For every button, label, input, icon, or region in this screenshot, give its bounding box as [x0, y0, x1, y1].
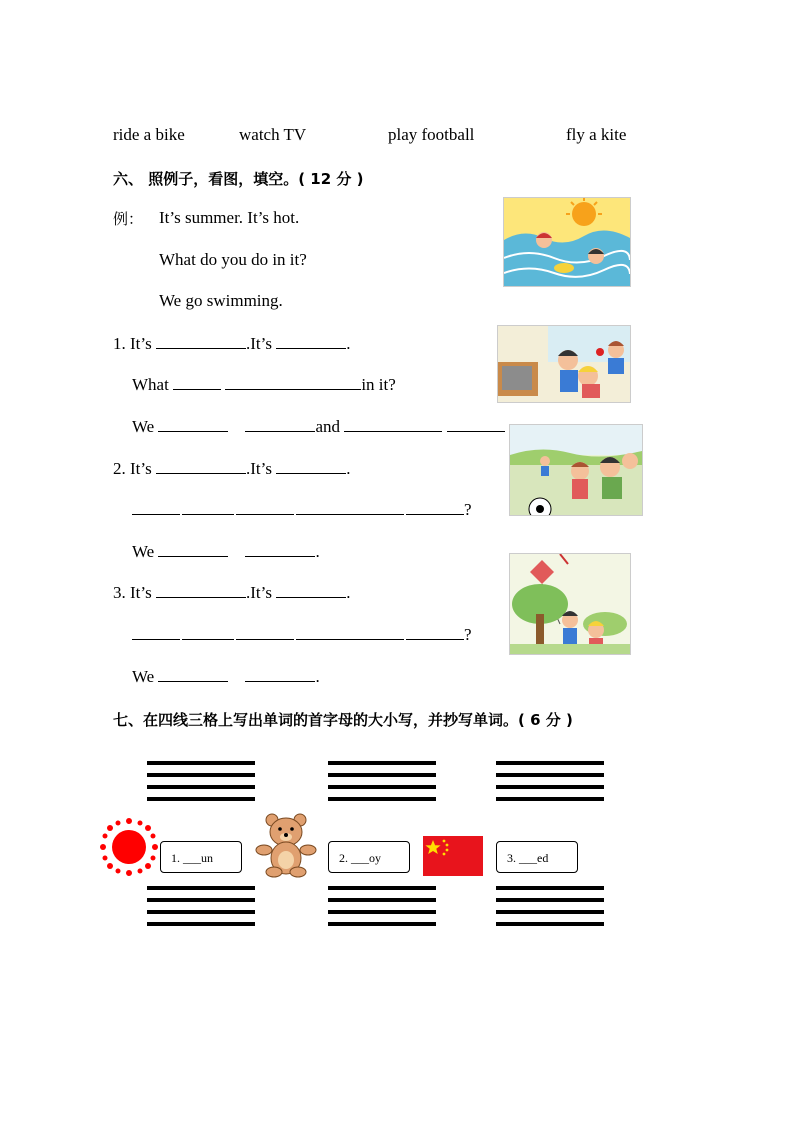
question-3-line-3 — [132, 667, 320, 687]
q1-what: What — [132, 375, 169, 394]
q3-period: . — [346, 583, 351, 602]
example-line-3: We go swimming. — [159, 291, 283, 310]
q1-its: 1. It’s — [113, 334, 152, 353]
writing-lines-1-top[interactable] — [147, 761, 255, 809]
q3-blank-1[interactable] — [132, 625, 180, 640]
q3-question-mark: ? — [464, 625, 472, 644]
q1-blank-weather[interactable] — [276, 334, 346, 349]
question-2-line-2 — [132, 500, 472, 520]
word-box-boy[interactable]: 2. ___oy — [328, 841, 410, 873]
q2-blank-3[interactable] — [236, 500, 294, 515]
question-1-line-3 — [132, 417, 505, 437]
activity-ride-a-bike: ride a bike — [113, 125, 185, 144]
question-1-line-2 — [132, 375, 396, 395]
q2-period-2: . — [315, 542, 320, 561]
example-line-2: What do you do in it? — [159, 250, 307, 269]
question-1-line-1 — [113, 334, 350, 354]
q2-period: . — [346, 459, 351, 478]
q3-blank-2[interactable] — [182, 625, 234, 640]
question-3-line-2 — [132, 625, 472, 645]
summer-swimming-picture — [503, 197, 631, 287]
section6-heading: 六、 照例子，看图，填空。( 12 分 ) — [113, 170, 364, 188]
q3-we: We — [132, 667, 155, 686]
q2-blank-verb-2[interactable] — [245, 542, 315, 557]
q2-its: 2. It’s — [113, 459, 152, 478]
writing-lines-3-bottom[interactable] — [496, 886, 604, 934]
q1-and: and — [315, 417, 341, 436]
q2-blank-4[interactable] — [296, 500, 404, 515]
question-2-line-1 — [113, 459, 350, 479]
football-picture — [509, 424, 643, 516]
question-3-line-1 — [113, 583, 350, 603]
q3-its-2: .It’s — [245, 583, 272, 602]
q1-period: . — [346, 334, 351, 353]
activity-play-football: play football — [388, 125, 475, 144]
q2-we: We — [132, 542, 155, 561]
q1-blank-verb-2[interactable] — [245, 417, 315, 432]
word-box-sun[interactable]: 1. ___un — [160, 841, 242, 873]
writing-lines-1-bottom[interactable] — [147, 886, 255, 934]
q1-blank-verb-3[interactable] — [344, 417, 442, 432]
q2-blank-1[interactable] — [132, 500, 180, 515]
q3-period-2: . — [315, 667, 320, 686]
autumn-indoor-picture — [497, 325, 631, 403]
example-line-1: It’s summer. It’s hot. — [159, 208, 300, 227]
q2-blank-verb-1[interactable] — [158, 542, 228, 557]
q3-blank-verb-2[interactable] — [245, 667, 315, 682]
activity-watch-tv: watch TV — [239, 125, 307, 144]
q3-its: 3. It’s — [113, 583, 152, 602]
q2-blank-season[interactable] — [156, 459, 246, 474]
word-box-red[interactable]: 3. ___ed — [496, 841, 578, 873]
writing-lines-2-top[interactable] — [328, 761, 436, 809]
writing-lines-2-bottom[interactable] — [328, 886, 436, 934]
q1-we: We — [132, 417, 155, 436]
q3-blank-3[interactable] — [236, 625, 294, 640]
q1-blank-verb-1[interactable] — [158, 417, 228, 432]
q2-blank-2[interactable] — [182, 500, 234, 515]
sun-icon — [99, 817, 159, 877]
q3-blank-5[interactable] — [406, 625, 464, 640]
activity-fly-a-kite: fly a kite — [566, 125, 627, 144]
china-flag-icon — [423, 836, 483, 876]
q1-blank-season[interactable] — [156, 334, 246, 349]
q1-its-2: .It’s — [245, 334, 272, 353]
q2-blank-5[interactable] — [406, 500, 464, 515]
q1-blank-you-do[interactable] — [225, 375, 361, 390]
q3-blank-4[interactable] — [296, 625, 404, 640]
kite-picture — [509, 553, 631, 655]
q2-blank-weather[interactable] — [276, 459, 346, 474]
writing-lines-3-top[interactable] — [496, 761, 604, 809]
q1-in-it: in it? — [361, 375, 396, 394]
q2-its-2: .It’s — [245, 459, 272, 478]
q3-blank-verb-1[interactable] — [158, 667, 228, 682]
teddy-bear-icon — [254, 812, 318, 878]
q1-blank-verb-4[interactable] — [447, 417, 505, 432]
question-2-line-3 — [132, 542, 320, 562]
section7-heading: 七、在四线三格上写出单词的首字母的大小写，并抄写单词。( 6 分 ) — [113, 711, 573, 729]
q3-blank-season[interactable] — [156, 583, 246, 598]
example-label: 例： — [113, 210, 144, 228]
q1-blank-do[interactable] — [173, 375, 221, 390]
q2-question-mark: ? — [464, 500, 472, 519]
q3-blank-weather[interactable] — [276, 583, 346, 598]
